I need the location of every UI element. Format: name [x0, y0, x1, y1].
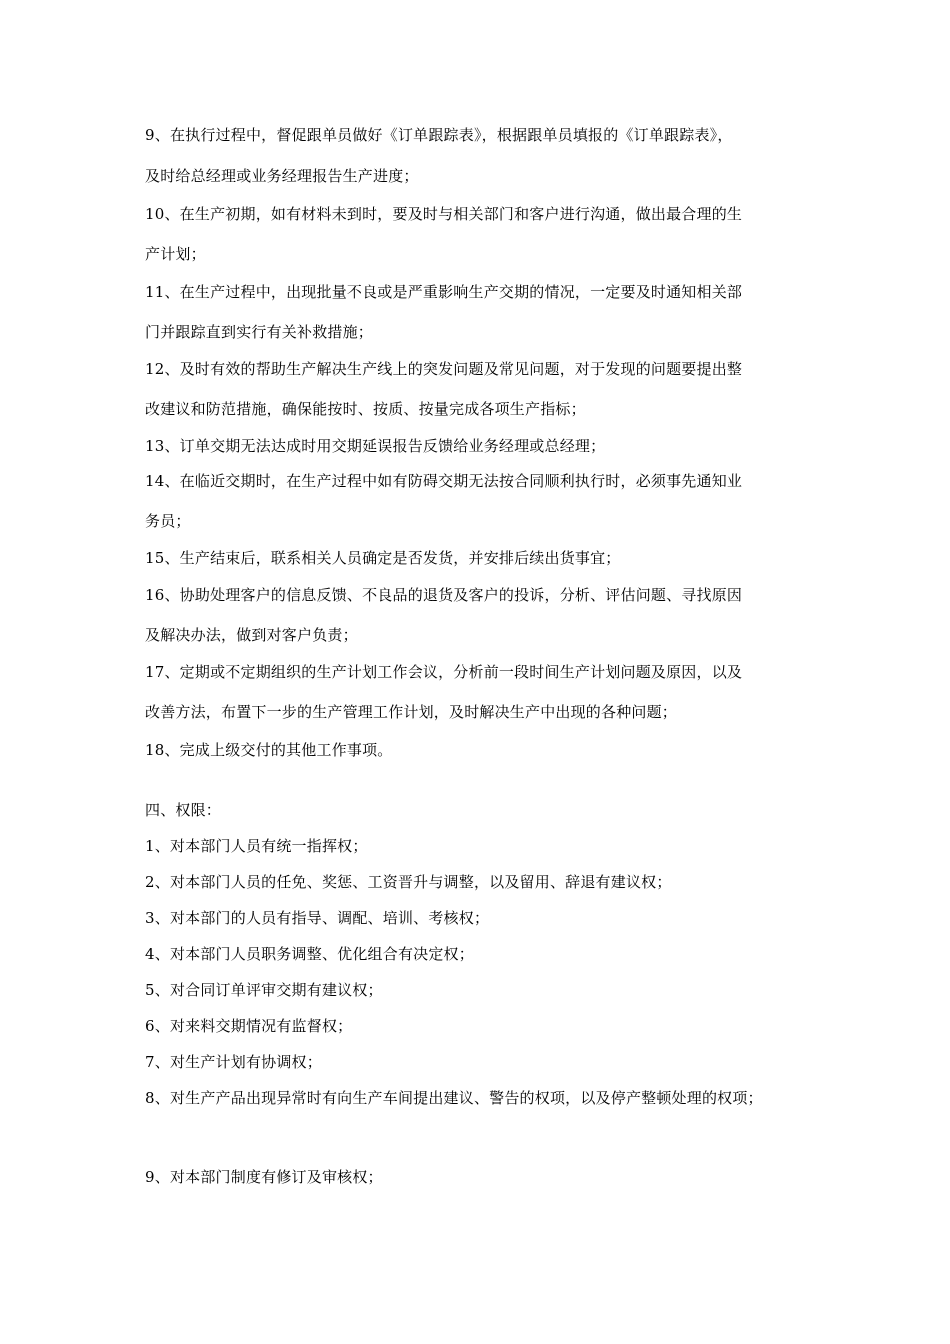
- duty-line: 及解决办法，做到对客户负责；: [145, 626, 358, 644]
- authority-line: 2、对本部门人员的任免、奖惩、工资晋升与调整，以及留用、辞退有建议权；: [145, 873, 672, 891]
- duty-line: 产计划；: [145, 245, 206, 263]
- duty-line: 16、协助处理客户的信息反馈、不良品的退货及客户的投诉，分析、评估问题、寻找原因: [145, 586, 743, 604]
- duty-line: 改建议和防范措施，确保能按时、按质、按量完成各项生产指标；: [145, 400, 586, 418]
- duty-line: 14、在临近交期时，在生产过程中如有防碍交期无法按合同顺利执行时，必须事先通知业: [145, 472, 743, 490]
- duty-line: 及时给总经理或业务经理报告生产进度；: [145, 167, 419, 185]
- authority-line: 8、对生产产品出现异常时有向生产车间提出建议、警告的权项，以及停产整顿处理的权项；: [145, 1089, 763, 1107]
- duty-line: 务员；: [145, 512, 191, 530]
- duty-line: 12、及时有效的帮助生产解决生产线上的突发问题及常见问题，对于发现的问题要提出整: [145, 360, 743, 378]
- authority-line: 1、对本部门人员有统一指挥权；: [145, 837, 368, 855]
- authority-line: 6、对来料交期情况有监督权；: [145, 1017, 353, 1035]
- authority-line: 9、对本部门制度有修订及审核权；: [145, 1168, 383, 1186]
- duty-line: 10、在生产初期，如有材料未到时，要及时与相关部门和客户进行沟通，做出最合理的生: [145, 205, 743, 223]
- duty-line: 17、定期或不定期组织的生产计划工作会议，分析前一段时间生产计划问题及原因，以及: [145, 663, 743, 681]
- authority-line: 3、对本部门的人员有指导、调配、培训、考核权；: [145, 909, 490, 927]
- duty-line: 11、在生产过程中，出现批量不良或是严重影响生产交期的情况，一定要及时通知相关部: [145, 283, 743, 301]
- duty-line: 9、在执行过程中，督促跟单员做好《订单跟踪表》，根据跟单员填报的《订单跟踪表》，: [145, 126, 733, 144]
- duty-line: 13、订单交期无法达成时用交期延误报告反馈给业务经理或总经理；: [145, 437, 606, 455]
- section-heading: 四、权限：: [145, 801, 222, 819]
- authority-line: 7、对生产计划有协调权；: [145, 1053, 322, 1071]
- duty-line: 15、生产结束后，联系相关人员确定是否发货，并安排后续出货事宜；: [145, 549, 621, 567]
- duty-line: 18、完成上级交付的其他工作事项。: [145, 741, 393, 759]
- authority-line: 4、对本部门人员职务调整、优化组合有决定权；: [145, 945, 474, 963]
- authority-line: 5、对合同订单评审交期有建议权；: [145, 981, 383, 999]
- duty-line: 改善方法，布置下一步的生产管理工作计划，及时解决生产中出现的各种问题；: [145, 703, 678, 721]
- duty-line: 门并跟踪直到实行有关补救措施；: [145, 323, 374, 341]
